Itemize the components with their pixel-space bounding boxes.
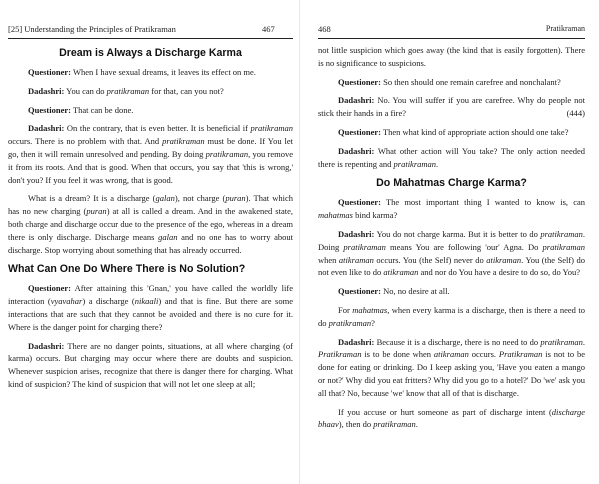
paragraph: not little suspicion which goes away (the kind that is easily forgotten). There is no significance to suspicions. (318, 45, 585, 68)
paragraph: Dadashri: What other action will You take? The only action needed there is repenting and pratikraman. (318, 145, 585, 169)
paragraph: Questioner: The most important thing I wanted to know is, can mahatmas bind karma? (318, 197, 585, 221)
page-number: 468 (318, 24, 331, 34)
speaker-label: Questioner: (28, 104, 71, 115)
speaker-label: Dadashri: (338, 95, 375, 106)
paragraph: Dadashri: There are no danger points, situations, at all where charging (of karma) occurs. But charging may occur where there are doubts and suspicion. Whenever suspicion arises, recognize that there is danger there for charging. What kind of suspicion? The kind of suspicion that will not let one sleep at all; (8, 340, 293, 389)
paragraph: Questioner: That can be done. (28, 104, 134, 115)
running-title: Pratikraman (545, 24, 585, 33)
speaker-label: Questioner: (28, 283, 71, 294)
paragraph: Dadashri: You can do pratikraman for that, can you not? (28, 85, 224, 96)
paragraph: Dadashri: You do not charge karma. But it is better to do pratikraman. Doing pratikraman means You are following 'our' Agna. Do pratikraman when atikraman occurs. You (the Self) never do atikraman. You (the Self) do not even like to do atikraman and nor do You have a desire to do so, do You? (318, 228, 586, 278)
paragraph: What is a dream? It is a discharge (galan), not charge (puran). That which has no new charging (puran) at all is called a dream. And in the awakened state, both charge and discharge occur due to the presence of the ego, whereas in a dream there is only discharge. Discharge means galan and no one has to worry about discharge. Stop worrying about something that has already occurred. (8, 193, 293, 255)
paragraph: Questioner: No, no desire at all. (338, 286, 450, 297)
paragraph: Dadashri: No. You will suffer if you are carefree. Why do people not stick their hands in a fire? (444) (318, 95, 585, 119)
speaker-label: Dadashri: (338, 336, 375, 347)
header-rule (8, 38, 293, 39)
speaker-label: Dadashri: (338, 228, 375, 239)
speaker-label: Dadashri: (28, 85, 65, 96)
header-rule (318, 38, 585, 39)
left-page-body (8, 44, 293, 397)
section-heading: Dream is Always a Discharge Karma (59, 47, 242, 59)
paragraph: Questioner: Then what kind of appropriate action should one take? (338, 126, 569, 137)
right-page (300, 0, 599, 484)
section-heading: Do Mahatmas Charge Karma? (376, 177, 527, 190)
speaker-label: Questioner: (338, 197, 381, 208)
paragraph: Dadashri: On the contrary, that is even better. It is beneficial if pratikraman occurs. There is no problem with that. And pratikraman must be done. If You let go, then it will remain unresolved and pending. By doing pratikraman, you remove it from its roots. And that is good. When that occurs, you say that 'this is wrong,' don't you? If you feel it was wrong, that is good. (8, 123, 293, 185)
speaker-label: Questioner: (338, 76, 381, 87)
paragraph: Questioner: When I have sexual dreams, it leaves its effect on me. (28, 67, 256, 77)
paragraph: If you accuse or hurt someone as part of discharge intent (discharge bhaav), then do pratikraman. (318, 406, 585, 430)
speaker-label: Questioner: (338, 286, 381, 297)
page-number: 467 (262, 24, 275, 34)
speaker-label: Questioner: (28, 67, 71, 77)
paragraph: Questioner: After attaining this 'Gnan,' you have called the worldly life interaction (vyavahar) a discharge (nikaali) and that is fine. But there are some interactions that are such that they cannot be avoided and there is no cure for it. Where is the danger point for charging there? (8, 283, 293, 332)
reference-number: (444) (566, 108, 585, 119)
right-page-body (318, 44, 585, 437)
speaker-label: Dadashri: (28, 340, 65, 351)
paragraph: Dadashri: Because it is a discharge, there is no need to do pratikraman. Pratikraman is to be done when atikraman occurs. Pratikraman is not to be done for eating or drinking. Do I keep asking you, 'Have you eaten a mango or not?' Why did you eat fritters? Why did you go to a hotel?' Do 'we' ask you all that? No, because 'we' know that all of that is discharge. (318, 336, 585, 398)
speaker-label: Questioner: (338, 126, 381, 137)
paragraph: For mahatmas, when every karma is a discharge, then is there a need to do pratikraman? (318, 304, 585, 328)
left-page (0, 0, 299, 484)
speaker-label: Dadashri: (28, 123, 65, 134)
section-heading: What Can One Do Where There is No Solution? (8, 263, 246, 276)
speaker-label: Dadashri: (338, 145, 375, 156)
paragraph: Questioner: So then should one remain carefree and nonchalant? (338, 76, 561, 87)
running-title: [25] Understanding the Principles of Pratikraman (8, 24, 176, 34)
